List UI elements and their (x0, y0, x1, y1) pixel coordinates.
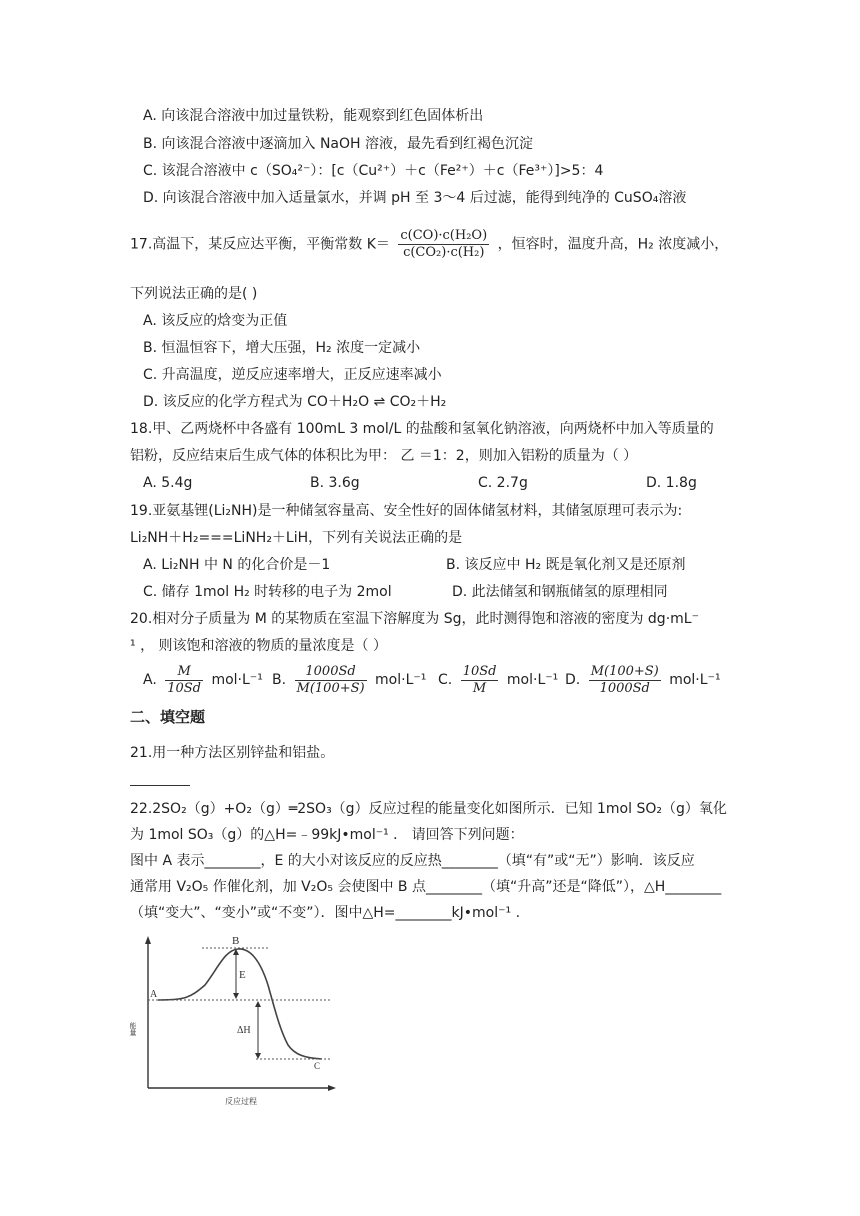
q20-option-d (565, 662, 721, 698)
q22-line-5: （填“变大”、“变小”或“不变”）．图中△H=________kJ•mol⁻¹ . (130, 905, 521, 921)
fraction-numerator: 1000Sd (295, 664, 367, 681)
unit-label: mol·L⁻¹ (211, 672, 263, 688)
fraction-denominator: 10Sd (167, 680, 202, 696)
q22-line-2: 为 1mol SO₃（g）的△H=﹣99kJ•mol⁻¹ ． 请回答下列问题： (130, 827, 524, 843)
option-fraction (295, 664, 367, 697)
fraction-denominator: M(100+S) (296, 680, 365, 696)
q19-option-b: B. 该反应中 H₂ 既是氧化剂又是还原剂 (446, 557, 686, 573)
q22-line-3: 图中 A 表示________，E 的大小对该反应的反应热________（填“有”或“无”）影响．该反应 (130, 853, 695, 869)
label-e: E (239, 969, 246, 981)
q19-stem-a: 19.亚氨基锂(Li₂NH)是一种储氢容量高、安全性好的固体储氢材料，其储氢原理可表示为: (130, 503, 683, 519)
option-label: D. (565, 672, 581, 688)
q17-stem-a: 17.高温下，某反应达平衡，平衡常数 K＝ (130, 236, 390, 253)
x-axis-label: 反应过程 (225, 1097, 257, 1106)
q20-option-a (143, 662, 263, 698)
label-dh: ΔH (237, 1025, 251, 1036)
q17-option-a: A. 该反应的焓变为正值 (143, 313, 288, 329)
y-axis-label: 能量 (129, 1022, 137, 1036)
option-fraction (165, 664, 203, 697)
q17-option-b: B. 恒温恒容下，增大压强，H₂ 浓度一定减小 (143, 340, 421, 356)
q20-option-c (438, 662, 558, 698)
q18-option-c: C. 2.7g (478, 475, 528, 491)
e-arrow-head-down (233, 993, 239, 999)
label-b: B (232, 935, 240, 947)
option-label: B. (272, 672, 287, 688)
option-label: A. (143, 672, 157, 688)
fraction-numerator: 10Sd (462, 663, 497, 679)
q18-option-b: B. 3.6g (310, 475, 360, 491)
q19-option-a: A. Li₂NH 中 N 的化合价是－1 (143, 557, 331, 573)
q18-option-a: A. 5.4g (143, 475, 193, 491)
q16-option-a: A. 向该混合溶液中加过量铁粉，能观察到红色固体析出 (143, 108, 484, 124)
x-axis-arrow (328, 1085, 336, 1091)
option-label: C. (438, 672, 453, 688)
q16-option-d: D. 向该混合溶液中加入适量氯水，并调 pH 至 3～4 后过滤，能得到纯净的 CuSO₄溶液 (143, 190, 687, 206)
q20-stem-b: ¹ ， 则该饱和溶液的物质的量浓度是（ ） (130, 638, 387, 654)
q19-option-c: C. 储存 1mol H₂ 时转移的电子为 2mol (143, 584, 392, 600)
q17-stem-b: ，恒容时，温度升高，H₂ 浓度减小， (497, 236, 729, 253)
q22-line-1: 22.2SO₂（g）+O₂（g）═2SO₃（g）反应过程的能量变化如图所示．已知 1mol SO₂（g）氧化 (130, 801, 727, 817)
q17-option-d: D. 该反应的化学方程式为 CO＋H₂O ⇌ CO₂＋H₂ (143, 394, 447, 410)
q19-stem-b: Li₂NH＋H₂===LiNH₂＋LiH，下列有关说法正确的是 (130, 530, 463, 546)
q20-stem-a: 20.相对分子质量为 M 的某物质在室温下溶解度为 Sg，此时测得饱和溶液的密度为 dg·mL⁻ (130, 611, 699, 627)
q20-option-b (272, 662, 426, 698)
label-c: C (314, 1061, 321, 1071)
y-axis-arrow (145, 936, 151, 944)
q19-option-d: D. 此法储氢和钢瓶储氢的原理相同 (452, 584, 668, 600)
unit-label: mol·L⁻¹ (375, 672, 427, 688)
q16-option-c: C. 该混合溶液中 c（SO₄²⁻）：[c（Cu²⁺）＋c（Fe²⁺）＋c（Fe³⁺）]>5：4 (143, 163, 604, 179)
q22-line-4: 通常用 V₂O₅ 作催化剂，加 V₂O₅ 会使图中 B 点________（填“升高”还是“降低”），△H________ (130, 879, 722, 895)
section-title: 二、填空题 (130, 708, 206, 726)
option-fraction (589, 664, 661, 697)
energy-profile-diagram (130, 930, 340, 1110)
fraction-denominator: M (472, 680, 487, 696)
q21-stem: 21.用一种方法区别锌盐和铝盐。 (130, 745, 335, 761)
fraction-denominator: 1000Sd (599, 680, 650, 696)
dh-arrow-head-down (255, 1053, 261, 1059)
unit-label: mol·L⁻¹ (506, 672, 559, 688)
q17-stem-c: 下列说法正确的是( ) (130, 286, 258, 302)
q18-stem-b: 铝粉，反应结束后生成气体的体积比为甲： 乙 ＝1：2，则加入铝粉的质量为（ ） (130, 448, 638, 464)
q16-option-b: B. 向该混合溶液中逐滴加入 NaOH 溶液，最先看到红褐色沉淀 (143, 136, 534, 152)
q17-option-c: C. 升高温度，逆反应速率增大，正反应速率减小 (143, 367, 442, 383)
unit-label: mol·L⁻¹ (669, 672, 721, 688)
q17-stem (130, 228, 728, 261)
equilibrium-constant-fraction (398, 228, 489, 261)
answer-blank (130, 785, 190, 786)
fraction-numerator: M (165, 664, 203, 681)
option-fraction (461, 664, 499, 697)
q18-stem-a: 18.甲、乙两烧杯中各盛有 100mL 3 mol/L 的盐酸和氢氧化钠溶液，向两烧杯中加入等质量的 (130, 421, 714, 437)
energy-curve (158, 949, 322, 1059)
dh-arrow-head-up (255, 1001, 261, 1007)
fraction-denominator: c(CO₂)·c(H₂) (403, 245, 485, 260)
fraction-numerator: c(CO)·c(H₂O) (400, 228, 488, 243)
fraction-numerator: M(100+S) (590, 663, 659, 679)
label-a: A (150, 989, 158, 1000)
q18-option-d: D. 1.8g (646, 475, 697, 491)
